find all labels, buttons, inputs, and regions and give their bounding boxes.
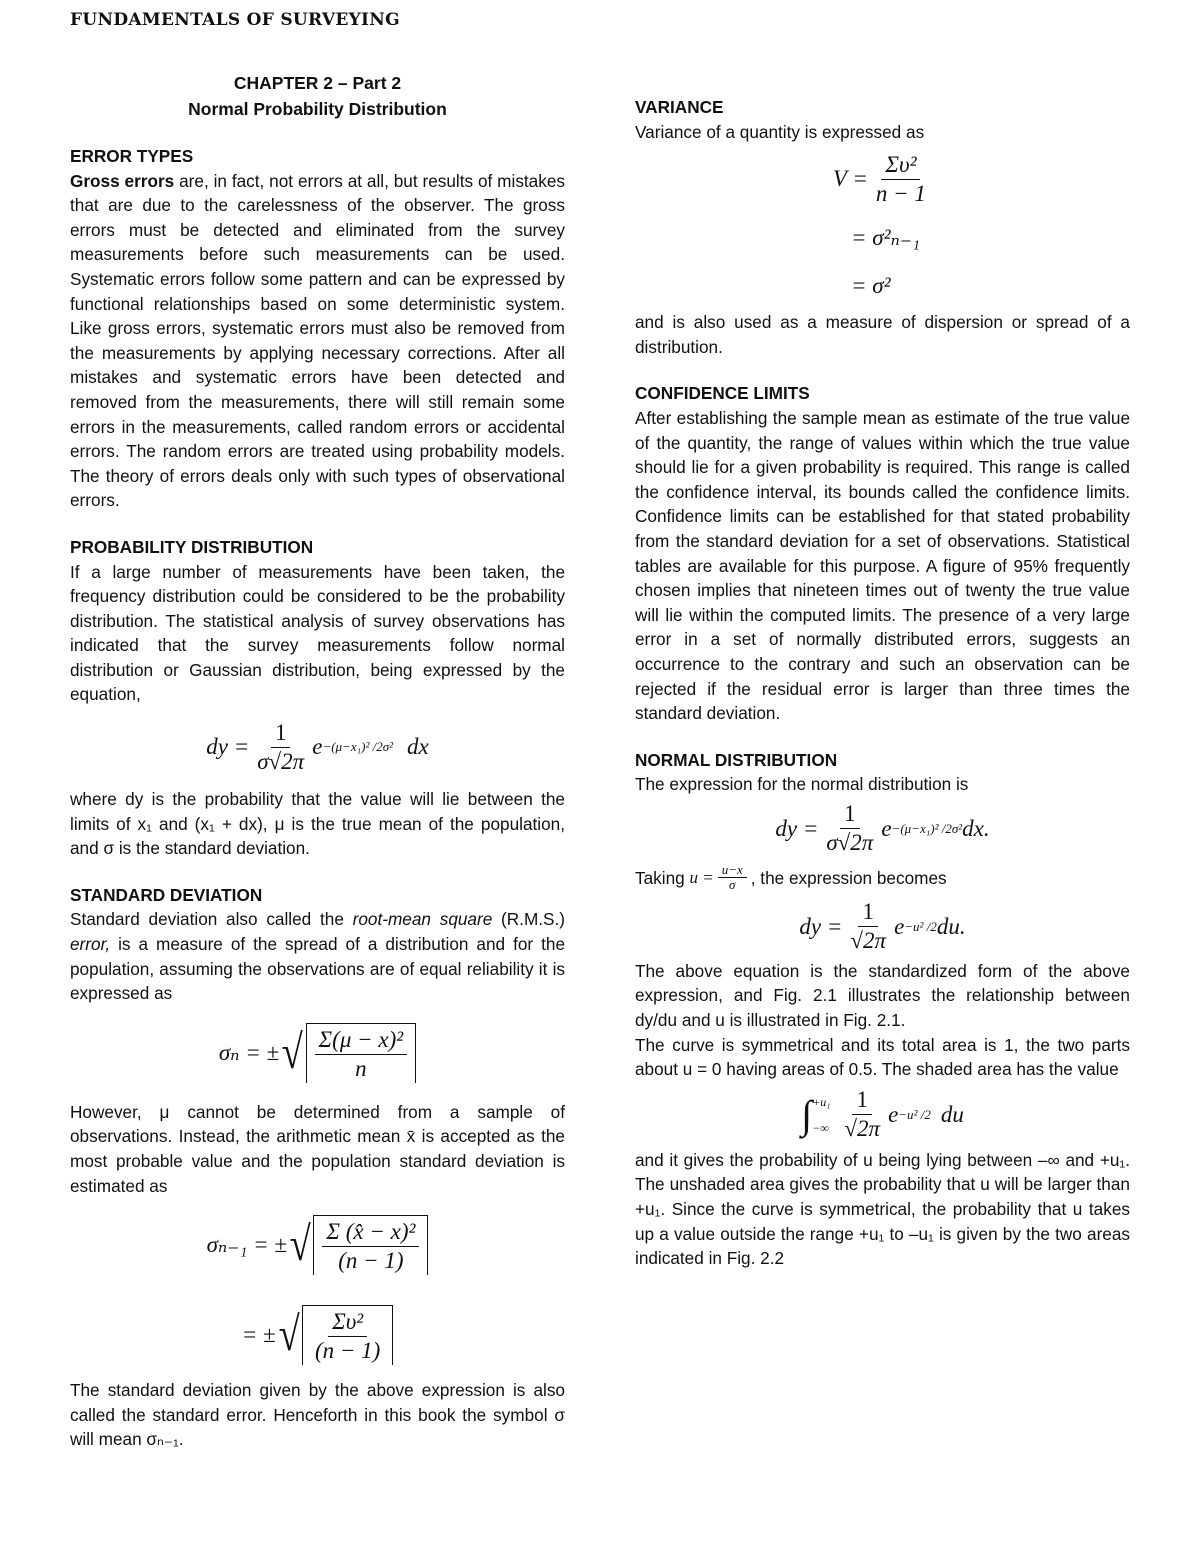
gaussian-equation xyxy=(70,707,565,787)
eq-one: 1 xyxy=(271,719,291,748)
eq-sigma-n-num: Σ(μ − x)² xyxy=(315,1026,408,1055)
eq-u-lhs: u = xyxy=(689,867,714,887)
heading-standard-deviation: STANDARD DEVIATION xyxy=(70,884,263,905)
eq-exponent: −(μ−x₁)² /2σ² xyxy=(322,738,394,754)
eq2-one: 1 xyxy=(840,800,860,829)
integral-equation xyxy=(635,1082,1130,1148)
sigma-n1-equation: σₙ₋₁ = ± √ $\frac{\text{Σ (x̂ − x)²}}{(n - 1)}$ xyxy=(70,1198,565,1292)
eq3-du: du. xyxy=(936,913,966,939)
sigma-n-equation: σₙ = ± √ $\frac{\text{Σ(μ − x)²}}{n}$ xyxy=(70,1006,565,1100)
eq4-upper: +u₁ xyxy=(812,1094,831,1109)
heading-error-types: ERROR TYPES xyxy=(70,146,194,166)
eq2-e: e xyxy=(881,815,892,841)
eq3-one: 1 xyxy=(858,898,878,927)
std-text-a: Standard deviation also called the xyxy=(70,909,353,930)
eq2-exponent: −(μ−x₁)² /2σ² xyxy=(891,820,963,836)
normal-paragraph-3: and it gives the probability of u being lying between –∞ and +u₁. The unshaded area gives the probability that u will be larger than +u₁. Since the curve is symmetrical, the probability that u takes up a value outside the range +u₁ to –u₁ is given by the two areas indicated in Fig. 2.2 xyxy=(635,1149,1130,1269)
std-dev-paragraph-2: However, μ cannot be determined from a sample of observations. Instead, the arithmetic mean x̄ is accepted as the most probable value and the population standard deviation is estimated as xyxy=(70,1101,565,1196)
probability-paragraph: If a large number of measurements have been taken, the frequency distribution could be considered to be the probability distribution. The statistical analysis of survey observations has indicated that the survey measurements follow normal distribution or Gaussian distribution, being expressed by the equation, xyxy=(70,561,565,705)
eq-sigma-n-den: n xyxy=(355,1055,367,1081)
taking-text-a: Taking xyxy=(635,867,690,888)
running-head: FUNDAMENTALS OF SURVEYING xyxy=(70,10,400,30)
eq3-sqrt: √2π xyxy=(850,928,887,954)
eq2-dy: dy = xyxy=(775,815,819,841)
eq4-e: e xyxy=(888,1101,899,1127)
standard-normal-equation xyxy=(635,895,1130,959)
eq-u-den: σ xyxy=(729,877,736,893)
eq-var-num: Συ² xyxy=(881,151,920,180)
taking-text-b: , the expression becomes xyxy=(750,867,947,888)
left-column xyxy=(70,70,565,1452)
eq4-du: du xyxy=(940,1101,964,1127)
eq2-sigma-sqrt: σ√2π xyxy=(826,830,874,856)
eq-u-num: u−x xyxy=(718,863,747,878)
eq3-dy: dy = xyxy=(799,913,843,939)
heading-normal-distribution: NORMAL DISTRIBUTION xyxy=(635,749,838,770)
heading-probability-distribution: PROBABILITY DISTRIBUTION xyxy=(70,536,314,557)
right-column xyxy=(635,95,1130,1271)
std-text-c: is a measure of the spread of a distribution and for the population, assuming the observations are of equal reliability it is expressed as xyxy=(70,934,565,1004)
eq-sigma-n-lhs: σₙ = ± xyxy=(218,1039,280,1065)
eq-dy: dy = xyxy=(206,733,250,759)
eq3-e: e xyxy=(894,913,905,939)
gross-errors-term: Gross errors xyxy=(70,170,175,191)
heading-confidence-limits: CONFIDENCE LIMITS xyxy=(635,383,810,404)
eq-dx: dx xyxy=(407,733,429,759)
eq-sigma-sqrt: σ√2π xyxy=(257,748,305,774)
eq4-sqrt: √2π xyxy=(844,1116,881,1142)
eq-sum-v2: Συ² xyxy=(328,1308,367,1337)
probability-after-paragraph: where dy is the probability that the value will lie between the limits of x₁ and (x₁ + dx), μ is the true mean of the population, and σ is the standard deviation. xyxy=(70,789,565,859)
chapter-title: CHAPTER 2 – Part 2 xyxy=(233,73,402,93)
variance-equation xyxy=(635,144,1130,214)
variance-intro: Variance of a quantity is expressed as xyxy=(635,121,925,142)
eq-var-lhs: V = xyxy=(833,165,868,191)
std-dev-paragraph-3: The standard deviation given by the above expression is also called the standard error. Henceforth in this book the symbol σ will mean σₙ₋₁. xyxy=(70,1380,565,1450)
variance-eq-2: = σ²ₙ₋₁ xyxy=(851,224,920,250)
error-term: error, xyxy=(70,934,111,955)
eq4-one: 1 xyxy=(852,1086,872,1115)
variance-after: and is also used as a measure of dispersion or spread of a distribution. xyxy=(635,312,1130,357)
variance-eq-3: = σ² xyxy=(851,272,891,298)
error-types-paragraph xyxy=(70,169,565,513)
eq-sigma-n1-den: (n − 1) xyxy=(338,1248,404,1274)
std-dev-paragraph xyxy=(70,907,565,1005)
eq-e: e xyxy=(312,733,323,759)
rms-term: root-mean square xyxy=(352,909,493,930)
eq-n-minus-1: (n − 1) xyxy=(314,1338,381,1364)
std-text-b: (R.M.S.) xyxy=(492,909,565,930)
eq-sigma-n1-lhs: σₙ₋₁ = ± xyxy=(206,1231,288,1257)
confidence-paragraph: After establishing the sample mean as estimate of the true value of the quantity, the range of values within which the true value should lie for a given probability is required. This range is called the confidence interval, its bounds called the confidence limits. Confidence limits can be established for that stated probability from the standard deviation for a set of observations. Statistical tables are available for this purpose. A figure of 95% frequently chosen implies that nineteen times out of twenty the true value will lie within the computed limits. The presence of a very large error in a set of normally distributed errors, suggests an occurrence to the contrary and such an observation can be rejected if the residual error is larger than three times the standard deviation. xyxy=(635,407,1130,724)
normal-intro: The expression for the normal distribution is xyxy=(635,774,969,795)
normal-equation xyxy=(635,797,1130,861)
normal-paragraph-1: The above equation is the standardized form of the above expression, and Fig. 2.1 illustrates the relationship between dy/du and u is illustrated in Fig. 2.1. xyxy=(635,960,1130,1031)
eq3-exponent: −u² /2 xyxy=(904,918,937,934)
normal-paragraph-2: The curve is symmetrical and its total area is 1, the two parts about u = 0 having areas of 0.5. The shaded area has the value xyxy=(635,1034,1130,1080)
eq4-exponent: −u² /2 xyxy=(898,1106,931,1122)
error-types-text: are, in fact, not errors at all, but results of mistakes that are due to the carelessness of the observer. The gross errors must be detected and eliminated from the survey measurements before such measurements can be used. Systematic errors follow some pattern and can be expressed by functional relationships based on some deterministic system. Like gross errors, systematic errors must also be removed from the measurements by applying necessary corrections. After all mistakes and systematic errors have been detected and removed from the measurements, there will still remain some errors in the measurements, called random errors or accidental errors. The random errors are treated using probability models. The theory of errors deals only with such types of observational errors. xyxy=(70,170,565,511)
eq-sigma-n1-num: Σ (x̂ − x)² xyxy=(322,1218,419,1247)
heading-variance: VARIANCE xyxy=(635,97,724,117)
chapter-subtitle: Normal Probability Distribution xyxy=(188,99,447,119)
sigma-v-equation: = ± √ $\frac{\text{Συ²}}{(n - 1)}$ xyxy=(70,1292,565,1378)
taking-u-line xyxy=(635,861,1130,895)
u-definition xyxy=(689,863,750,892)
eq-var-den: n − 1 xyxy=(875,180,926,206)
eq2-dx: dx. xyxy=(962,815,990,841)
eq4-integral: ∫ xyxy=(801,1091,813,1137)
eq-pm: = ± xyxy=(241,1321,276,1347)
eq4-lower: −∞ xyxy=(812,1120,829,1135)
